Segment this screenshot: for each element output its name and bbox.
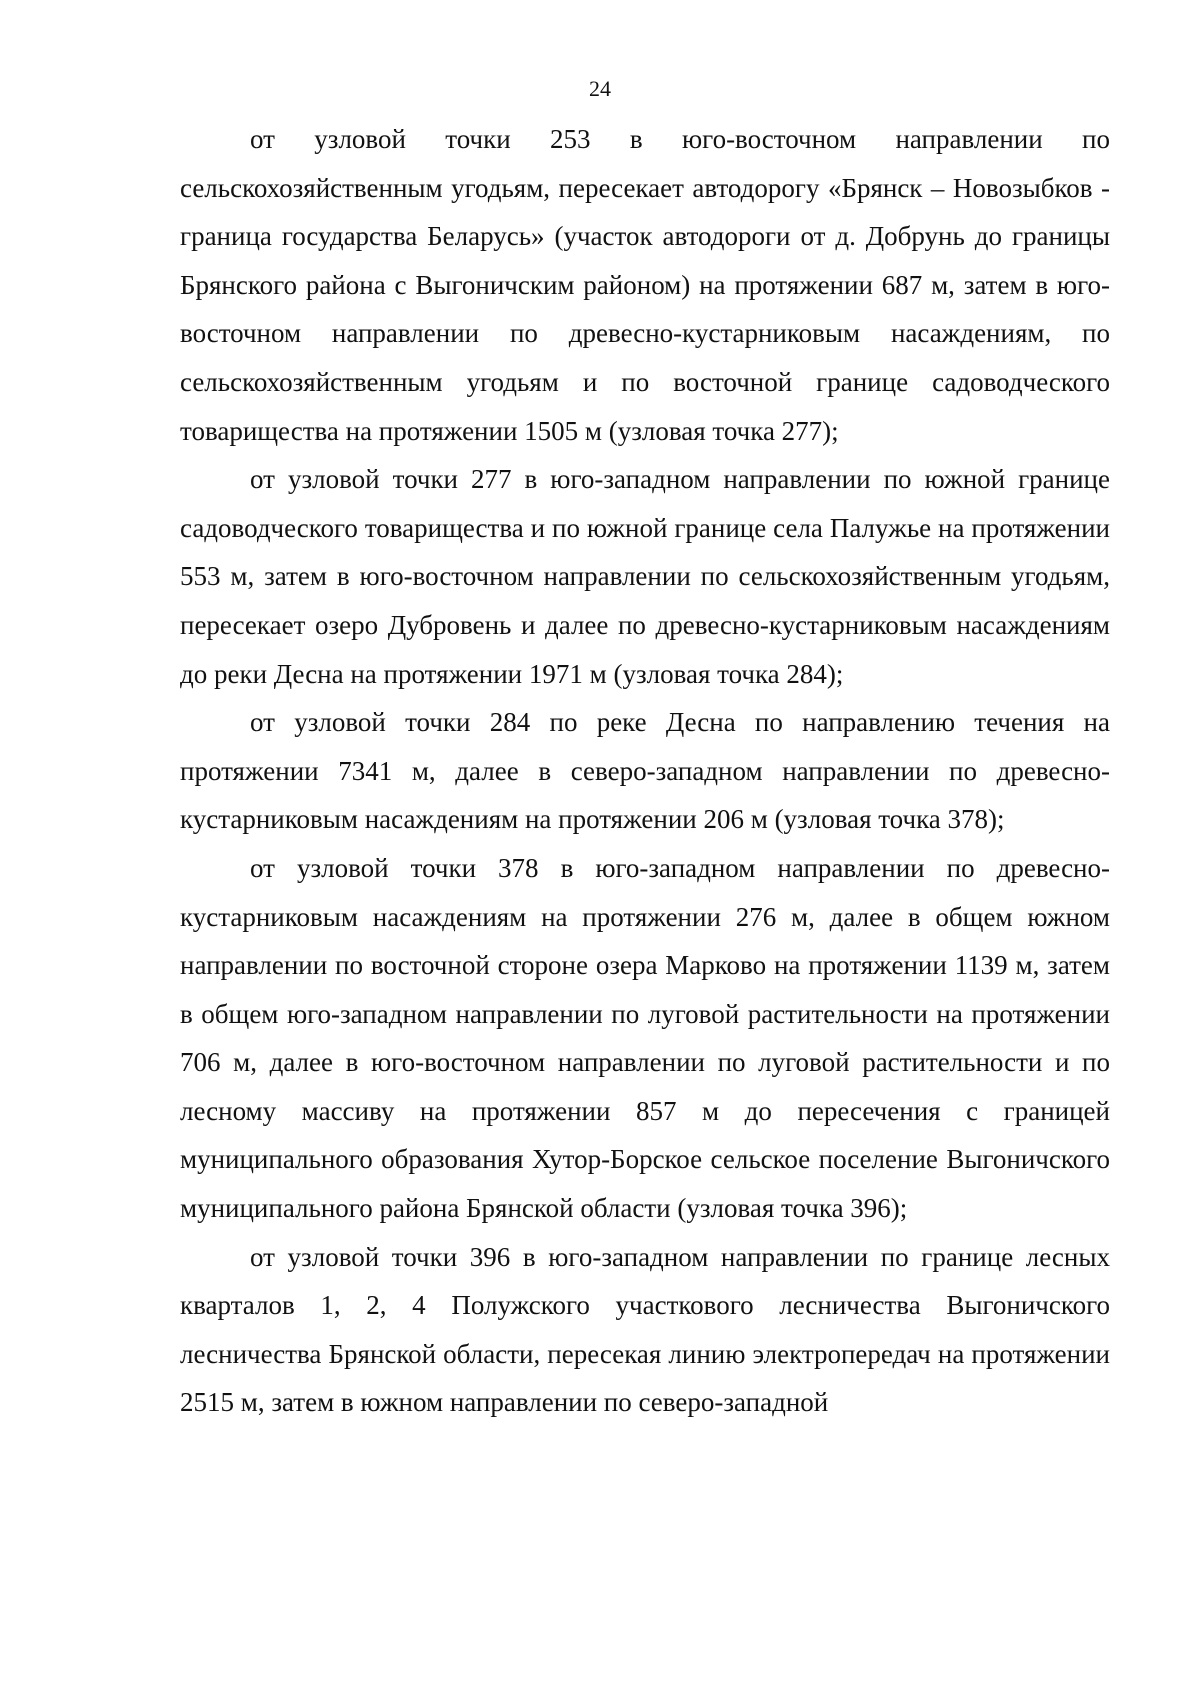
paragraph-node-378: от узловой точки 378 в юго-западном направлении по древесно-кустарниковым насаждениям на протяжении 276 м, далее в общем южном направлении по восточной стороне озера Марково на протяжении 1139 м, затем в общем юго-западном направлении по луговой растительности на протяжении 706 м, далее в юго-восточном направлении по луговой растительности и по лесному массиву на протяжении 857 м до пересечения с границей муниципального образования Хутор-Борское сельское поселение Выгоничского муниципального района Брянской области (узловая точка 396); [180,852,1110,1224]
page-number: 24 [589,76,611,101]
document-body [180,115,1110,1427]
paragraph-node-284: от узловой точки 284 по реке Десна по направлению течения на протяжении 7341 м, далее в северо-западном направлении по древесно-кустарниковым насаждениям на протяжении 206 м (узловая точка 378); [180,707,1110,835]
paragraph-node-396: от узловой точки 396 в юго-западном направлении по границе лесных кварталов 1, 2, 4 Полужского участкового лесничества Выгоничского лесничества Брянской области, пересекая линию электропередач на протяжении 2515 м, затем в южном направлении по северо-западной [180,1241,1110,1418]
paragraph-node-253: от узловой точки 253 в юго-восточном направлении по сельскохозяйственным угодьям, пересекает автодорогу «Брянск – Новозыбков - граница государства Беларусь» (участок автодороги от д. Добрунь до границы Брянского района с Выгоничским районом) на протяжении 687 м, затем в юго-восточном направлении по древесно-кустарниковым насаждениям, по сельскохозяйственным угодьям и по восточной границе садоводческого товарищества на протяжении 1505 м (узловая точка 277); [180,124,1110,446]
paragraph-node-277: от узловой точки 277 в юго-западном направлении по южной границе садоводческого товарищества и по южной границе села Палужье на протяжении 553 м, затем в юго-восточном направлении по сельскохозяйственным угодьям, пересекает озеро Дубровень и далее по древесно-кустарниковым насаждениям до реки Десна на протяжении 1971 м (узловая точка 284); [180,464,1110,689]
